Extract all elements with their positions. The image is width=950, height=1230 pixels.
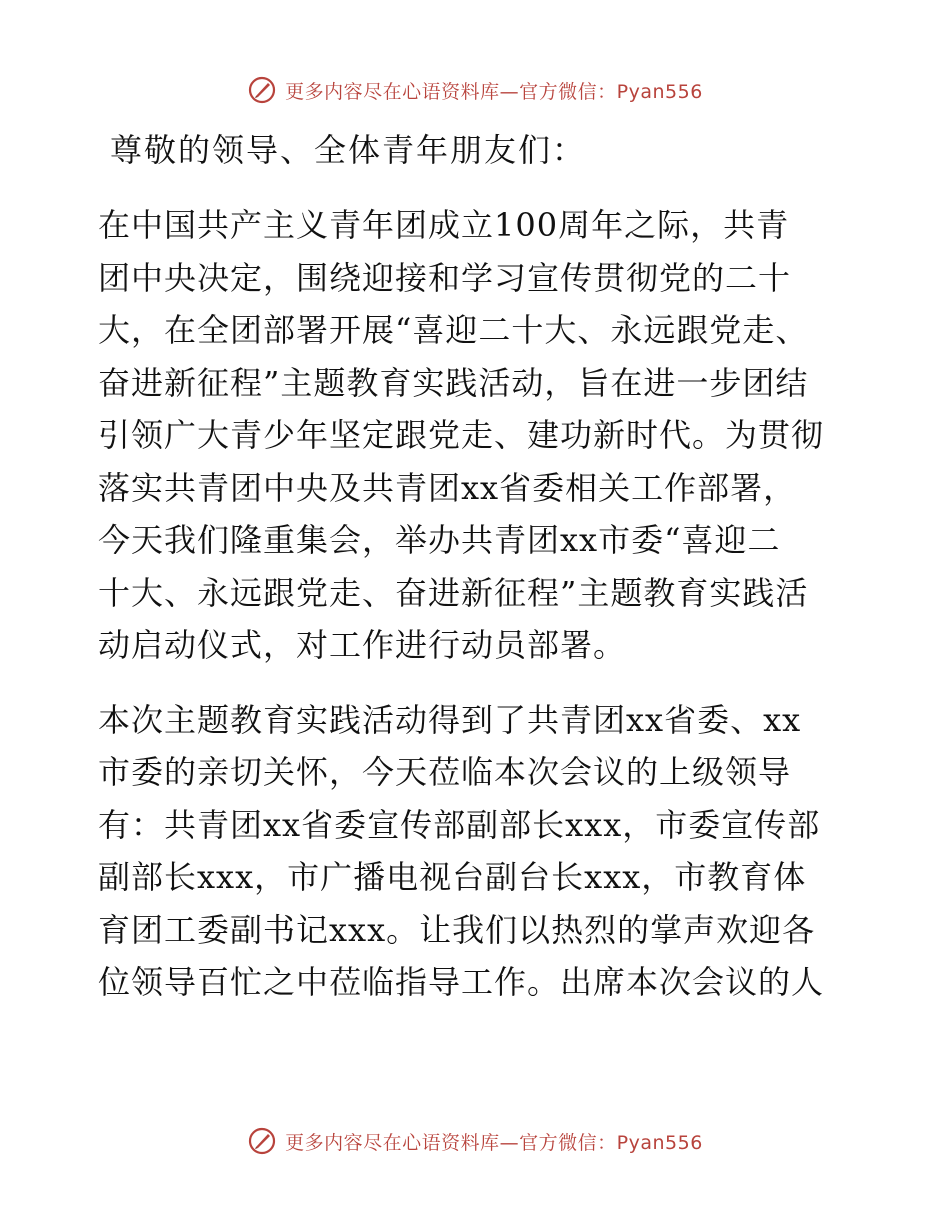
- paragraph-2: [98, 694, 858, 1009]
- paragraph-line: 落实共青团中央及共青团xx省委相关工作部署，: [98, 468, 797, 507]
- document-body: [98, 123, 858, 1031]
- paragraph-line: 动启动仪式，对工作进行动员部署。: [98, 626, 627, 664]
- paragraph-line: 在中国共产主义青年团成立100周年之际，共青: [98, 206, 790, 244]
- paragraph-line: 市委的亲切关怀，今天莅临本次会议的上级领导: [98, 753, 792, 791]
- paragraph-line: 育团工委副书记xxx。让我们以热烈的掌声欢迎各: [98, 910, 816, 949]
- paragraph-line: 副部长xxx，市广播电视台副台长xxx，市教育体: [98, 858, 807, 896]
- footer-watermark: [0, 1121, 950, 1161]
- greeting: 尊敬的领导、全体青年朋友们：: [110, 131, 587, 169]
- quill-circle-icon: [247, 75, 277, 105]
- paragraph-line: 本次主题教育实践活动得到了共青团xx省委、xx: [98, 700, 802, 739]
- paragraph-line: 十大、永远跟党走、奋进新征程”主题教育实践活: [98, 573, 809, 612]
- paragraph-line: 今天我们隆重集会，举办共青团xx市委“喜迎二: [98, 521, 781, 559]
- paragraph-line: 团中央决定，围绕迎接和学习宣传贯彻党的二十: [98, 258, 792, 297]
- header-watermark: [0, 70, 950, 110]
- paragraph-line: 有：共青团xx省委宣传部副部长xxx，市委宣传部: [98, 805, 821, 844]
- paragraph-line: 奋进新征程”主题教育实践活动，旨在进一步团结: [98, 363, 809, 402]
- paragraph-line: 位领导百忙之中莅临指导工作。出席本次会议的人: [98, 963, 825, 1001]
- quill-circle-icon: [247, 1126, 277, 1156]
- paragraph-line: 引领广大青少年坚定跟党走、建功新时代。为贯彻: [98, 416, 825, 454]
- footer-watermark-text: 更多内容尽在心语资料库—官方微信：Pyan556: [285, 1131, 703, 1154]
- paragraph-line: 大，在全团部署开展“喜迎二十大、永远跟党走、: [98, 311, 809, 349]
- header-watermark-text: 更多内容尽在心语资料库—官方微信：Pyan556: [285, 80, 703, 103]
- paragraph-1: [98, 199, 858, 672]
